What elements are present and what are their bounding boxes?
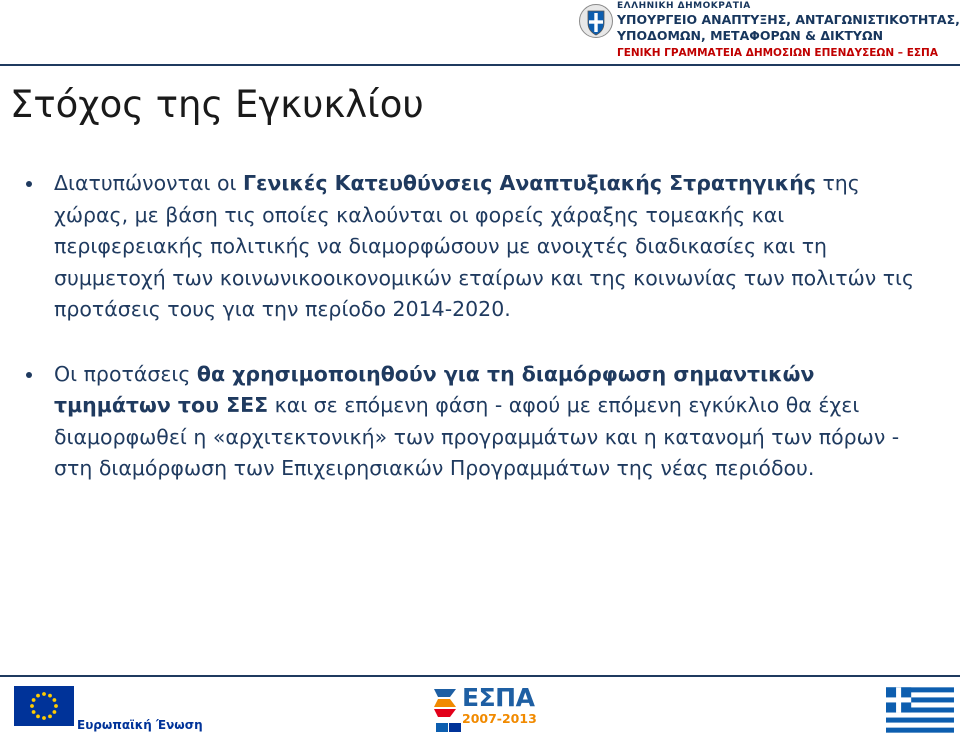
bullet-2-rest-text: και σε επόμενη φάση - αφού με επόμενη εγκύκλιο θα έχει διαμορφωθεί η «αρχιτεκτονική» των προγραμμάτων και η κατανομή των πόρων - στη διαμόρφωση των Επιχειρησιακών Προγραμμάτων της νέας περιόδου. <box>54 393 900 480</box>
bullet-2-text: Οι προτάσεις <box>54 361 197 386</box>
greek-flag-icon <box>886 686 954 734</box>
republic-label: ΕΛΛΗΝΙΚΗ ΔΗΜΟΚΡΑΤΙΑ <box>617 1 751 11</box>
eu-label: Ευρωπαϊκή Ένωση <box>77 718 203 732</box>
bullet-dot-icon <box>26 372 32 378</box>
eu-flag-icon <box>14 686 74 726</box>
slide-title: Στόχος της Εγκυκλίου <box>10 83 424 126</box>
bullet-1-bold-text: Γενικές Κατευθύνσεις Αναπτυξιακής Στρατηγικής <box>242 171 816 195</box>
bullet-1-rest-text: της χώρας, με βάση τις οποίες καλούνται οι φορείς χάραξης τομεακής και περιφερειακής πολιτικής να διαμορφώσουν με ανοιχτές διαδικασίες και τη συμμετοχή των κοινωνικοοικονομικών εταίρων και της κοινωνίας των πολιτών τις προτάσεις τους για την περίοδο 2014-2020. <box>54 171 915 321</box>
bullet-1-text: Διατυπώνονται οι <box>54 171 243 195</box>
bullet-dot-icon <box>26 181 32 187</box>
bullet-item-2 <box>26 359 936 485</box>
header-divider <box>0 64 960 66</box>
ministry-header <box>617 2 960 42</box>
slide-header <box>0 0 960 66</box>
footer-divider <box>0 675 960 677</box>
greek-coat-of-arms-icon <box>579 3 613 39</box>
ministry-name-line1: ΥΠΟΥΡΓΕΙΟ ΑΝΑΠΤΥΞΗΣ, ΑΝΤΑΓΩΝΙΣΤΙΚΟΤΗΤΑΣ, <box>617 12 960 27</box>
ministry-name-line2: ΥΠΟΔΟΜΩΝ, ΜΕΤΑΦΟΡΩΝ & ΔΙΚΤΥΩΝ <box>617 27 884 43</box>
general-secretariat-label: ΓΕΝΙΚΗ ΓΡΑΜΜΑΤΕΙΑ ΔΗΜΟΣΙΩΝ ΕΠΕΝΔΥΣΕΩΝ – ΕΣΠΑ <box>617 47 938 59</box>
espa-years-label: 2007-2013 <box>462 711 537 726</box>
espa-wordmark: ΕΣΠΑ <box>462 683 535 712</box>
bullet-list <box>26 168 936 485</box>
bullet-item-1 <box>26 168 936 326</box>
bullet-2-bold-text: θα χρησιμοποιηθούν για τη διαμόρφωση σημαντικών τμημάτων του ΣΕΣ <box>54 361 815 417</box>
